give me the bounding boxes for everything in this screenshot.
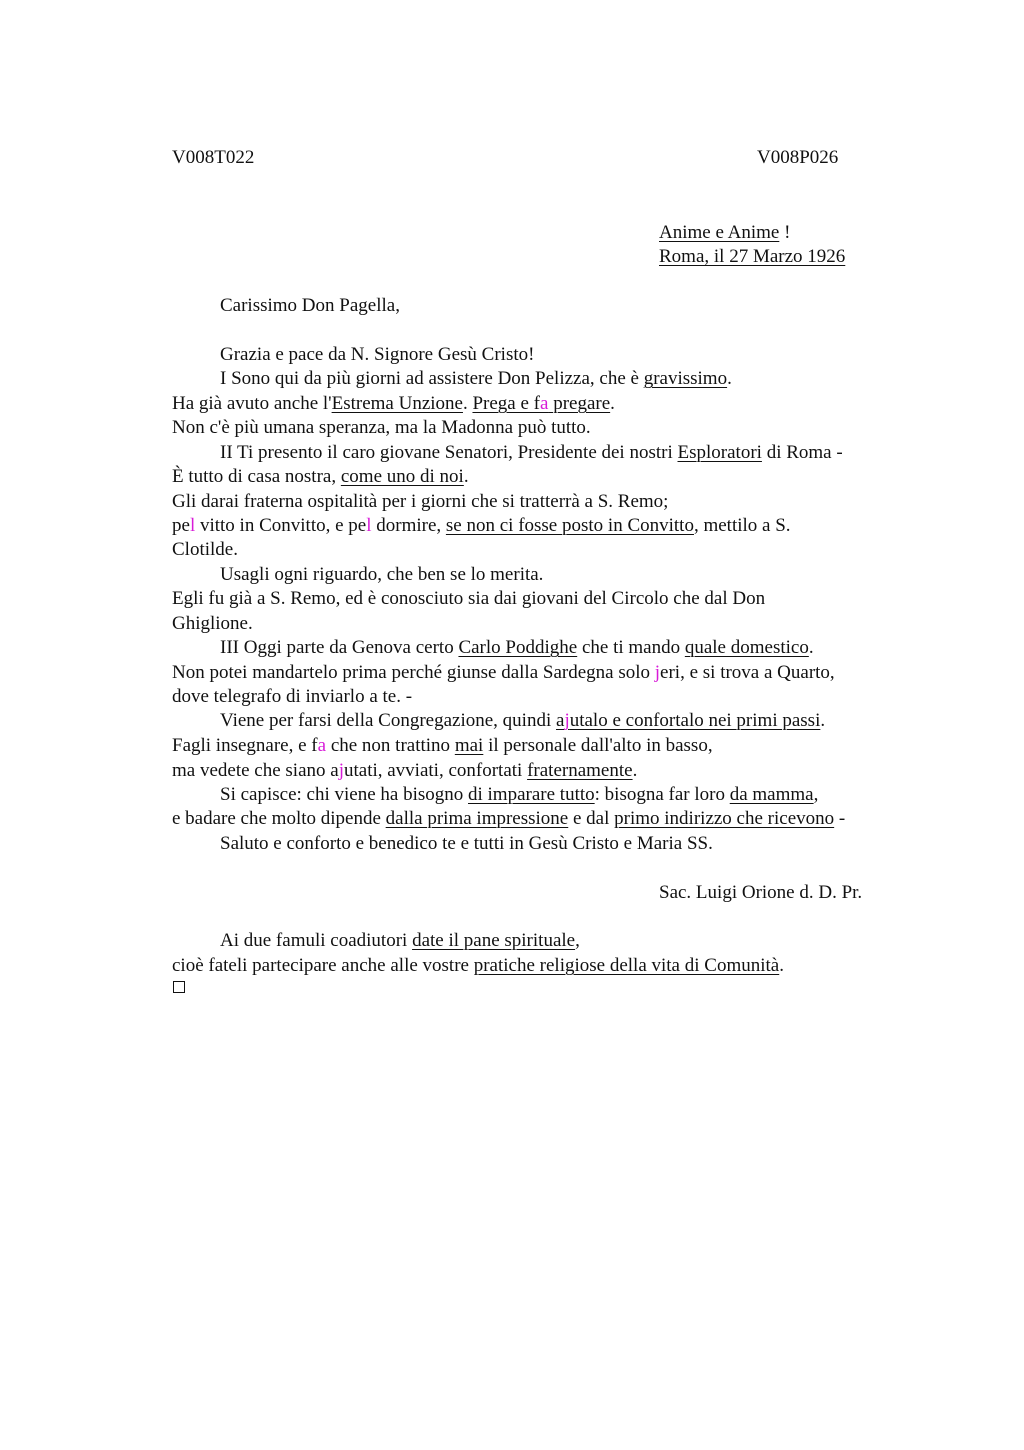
document-code-right: V008P026 <box>757 147 839 168</box>
text-segment: . <box>808 637 814 658</box>
highlighted-letter: j <box>338 760 344 781</box>
text-segment: . <box>727 368 732 389</box>
text-segment: pregare <box>548 393 611 414</box>
underlined-segment: Estrema Unzione <box>331 393 463 414</box>
salutation: Carissimo Don Pagella, <box>220 295 400 316</box>
text-line-16 <box>220 709 825 733</box>
text-line-10: Usagli ogni riguardo, che ben se lo merita. <box>220 564 544 585</box>
underlined-segment: di imparare tutto <box>468 784 595 805</box>
motto-mark: ! <box>779 222 791 243</box>
underlined-segment: Esploratori <box>677 442 762 463</box>
text-segment: Fagli insegnare, e f <box>172 735 318 756</box>
underlined-segment: dalla prima impressione <box>385 808 569 829</box>
text-line-18 <box>172 759 637 783</box>
underlined-segment <box>556 710 820 731</box>
text-line-2 <box>220 367 732 391</box>
text-segment: . <box>632 760 638 781</box>
text-line-20 <box>172 807 845 831</box>
text-segment: I Sono qui da più giorni ad assistere Don Pelizza, che è <box>220 368 644 389</box>
text-segment: eri, e si trova a Quarto, <box>660 662 835 683</box>
text-segment: . <box>462 393 473 414</box>
underlined-segment: pratiche religiose della vita di Comunità <box>473 955 780 976</box>
highlighted-letter: l <box>189 515 196 536</box>
text-segment: , <box>575 930 580 951</box>
motto: Anime e Anime <box>659 222 780 243</box>
place-date: Roma, il 27 Marzo 1926 <box>659 246 846 267</box>
text-segment: . <box>820 710 826 731</box>
text-segment: Ai due famuli coadiutori <box>220 930 413 951</box>
text-segment: che ti mando <box>577 637 685 658</box>
text-line-9: Clotilde. <box>172 539 238 560</box>
text-line-14 <box>172 661 835 685</box>
text-segment: di Roma - <box>761 442 843 463</box>
text-segment: vitto in Convitto, e pe <box>195 515 367 536</box>
text-segment: . <box>610 393 615 414</box>
underlined-segment: primo indirizzo che ricevono <box>614 808 835 829</box>
text-segment: , mettilo a S. <box>693 515 791 536</box>
text-segment: Ha già avuto anche l' <box>172 393 332 414</box>
text-line-15: dove telegrafo di inviarlo a te. - <box>172 686 413 707</box>
text-segment: ma vedete che siano a <box>172 760 339 781</box>
underlined-segment: come uno di noi <box>340 466 464 487</box>
underlined-segment: date il pane spirituale <box>412 930 576 951</box>
text-segment: dormire, <box>371 515 446 536</box>
underlined-segment: Carlo Poddighe <box>458 637 578 658</box>
text-line-8 <box>172 514 791 538</box>
highlighted-letter: a <box>317 735 327 756</box>
text-segment: . <box>779 955 784 976</box>
text-line-17 <box>172 734 713 758</box>
text-segment: III Oggi parte da Genova certo <box>220 637 459 658</box>
document-code-left: V008T022 <box>172 147 255 168</box>
text-segment: Si capisce: chi viene ha bisogno <box>220 784 468 805</box>
postscript-line-1 <box>220 929 580 953</box>
text-line-13 <box>220 636 814 660</box>
text-line-4: Non c'è più umana speranza, ma la Madonna può tutto. <box>172 417 591 438</box>
text-line-7: Gli darai fraterna ospitalità per i giorni che si tratterrà a S. Remo; <box>172 491 669 512</box>
text-segment: pe <box>172 515 190 536</box>
underlined-segment: se non ci fosse posto in Convitto <box>445 515 694 536</box>
text-segment: cioè fateli partecipare anche alle vostre <box>172 955 474 976</box>
underlined-segment: gravissimo <box>643 368 728 389</box>
postscript-line-2 <box>172 954 784 978</box>
text-segment: il personale dall'alto in basso, <box>483 735 713 756</box>
text-segment: Non potei mandartelo prima perché giunse dalla Sardegna solo <box>172 662 655 683</box>
underlined-segment <box>472 393 610 414</box>
text-line-19 <box>220 783 818 807</box>
text-segment: e dal <box>568 808 615 829</box>
motto-line <box>659 221 790 245</box>
text-segment: . <box>463 466 469 487</box>
text-line-3 <box>172 392 615 416</box>
text-line-11: Egli fu già a S. Remo, ed è conosciuto sia dai giovani del Circolo che dal Don <box>172 588 766 609</box>
text-segment: utalo e confortalo nei primi passi <box>569 710 821 731</box>
underlined-segment: mai <box>454 735 484 756</box>
text-segment: e badare che molto dipende <box>172 808 386 829</box>
highlighted-letter: l <box>366 515 372 536</box>
highlighted-letter: j <box>564 710 570 731</box>
text-line-12: Ghiglione. <box>172 613 253 634</box>
underlined-segment: quale domestico <box>684 637 809 658</box>
underlined-segment: fraternamente <box>527 760 633 781</box>
text-segment: Viene per farsi della Congregazione, quindi <box>220 710 556 731</box>
text-segment: Prega e f <box>472 393 540 414</box>
text-segment: : bisogna far loro <box>594 784 730 805</box>
text-segment: - <box>834 808 846 829</box>
signature: Sac. Luigi Orione d. D. Pr. <box>659 882 863 903</box>
place-date-line <box>659 245 845 269</box>
text-segment: , <box>813 784 819 805</box>
highlighted-letter: a <box>540 393 549 414</box>
square-icon <box>173 981 185 993</box>
text-segment: utati, avviati, confortati <box>343 760 528 781</box>
text-segment: a <box>556 710 565 731</box>
text-line-6 <box>172 465 469 489</box>
text-segment: che non trattino <box>326 735 455 756</box>
text-segment: È tutto di casa nostra, <box>172 466 341 487</box>
text-segment: II Ti presento il caro giovane Senatori, Presidente dei nostri <box>220 442 678 463</box>
underlined-segment: da mamma <box>729 784 814 805</box>
highlighted-letter: j <box>654 662 661 683</box>
text-line-1: Grazia e pace da N. Signore Gesù Cristo! <box>220 344 535 365</box>
text-line-5 <box>220 441 843 465</box>
text-line-21: Saluto e conforto e benedico te e tutti in Gesù Cristo e Maria SS. <box>220 833 713 854</box>
